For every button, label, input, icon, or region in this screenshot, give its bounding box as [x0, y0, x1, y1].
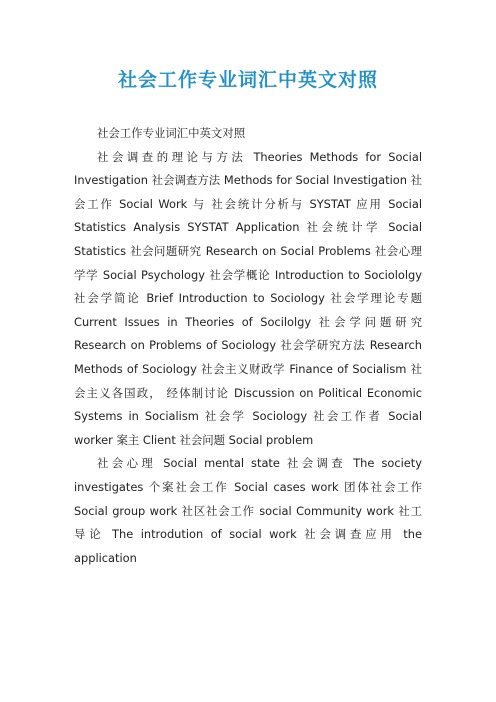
- document-title: 社会工作专业词汇中英文对照: [117, 69, 378, 91]
- document-body: [74, 122, 422, 570]
- body-paragraph-heading: 社会工作专业词汇中英文对照: [97, 126, 246, 140]
- body-paragraph-terms-2: 社会心理 Social mental state 社会调查 The society investigates 个案社会工作 Social cases work 团体社会工作 Social group work 社区社会工作 social Community work 社工导论 The introdution of social work 社会调查应用 the application: [74, 456, 422, 565]
- body-paragraph-terms-1: 社会调查的理论与方法 Theories Methods for Social Investigation 社会调查方法 Methods for Social Investigation 社会工作 Social Work 与 社会统计分析与 SYSTAT 应用 Social Statistics Analysis SYSTAT Application 社会统计学 Social Statistics 社会问题研究 Research on Social Problems 社会心理学学 Social Psychology 社会学概论 Introduction to Sociololgy 社会学简论 Brief Introduction to Sociology 社会学理论专题 Current Issues in Theories of Socilolgy 社会学问题研究 Research on Problems of Sociology 社会学研究方法 Research Methods of Sociology 社会主义财政学 Finance of Socialism 社会主义各国政， 经体制讨论 Discussion on Political Economic Systems in Socialism 社会学 Sociology 社会工作者 Social worker 案主 Client 社会问题 Social problem: [74, 149, 422, 447]
